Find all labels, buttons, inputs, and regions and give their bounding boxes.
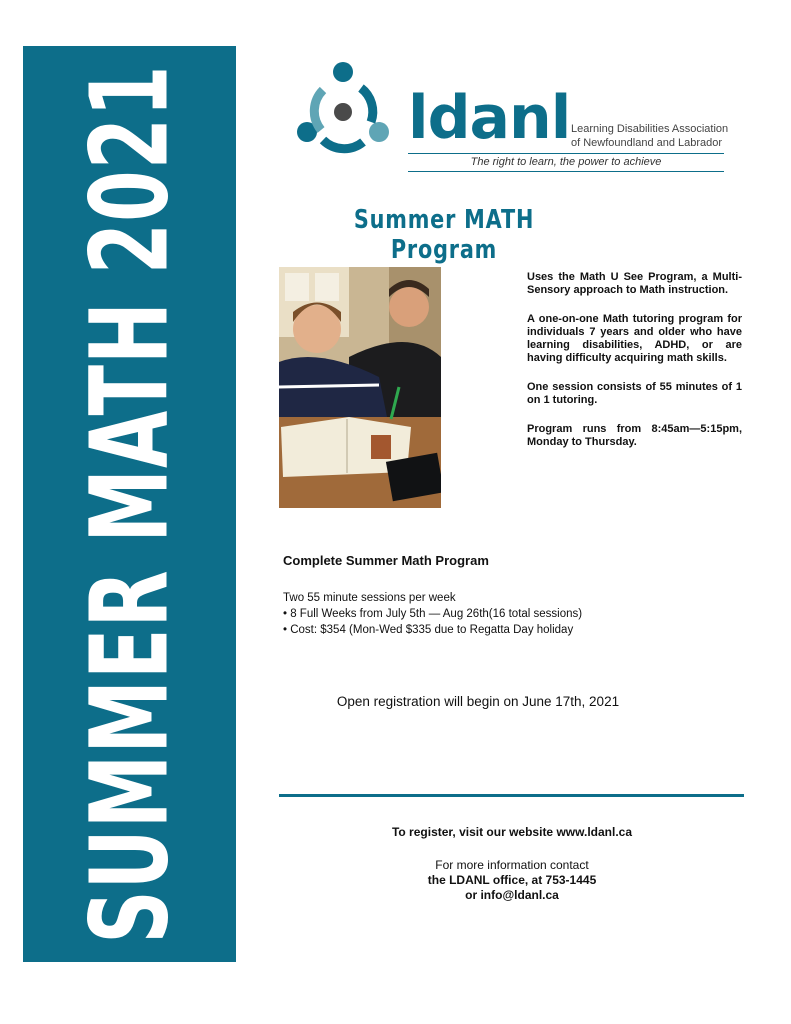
register-line: To register, visit our website www.ldanl.ca xyxy=(391,825,633,839)
detail-line: • 8 Full Weeks from July 5th — Aug 26th(16 total sessions) xyxy=(283,608,583,620)
sidebar-banner xyxy=(23,46,236,962)
description-paragraph-1: Uses the Math U See Program, a Multi-Sensory approach to Math instruction. xyxy=(527,271,742,296)
description-paragraph-3: One session consists of 55 minutes of 1 on 1 tutoring. xyxy=(527,381,742,406)
sidebar-title: SUMMER MATH 2021 xyxy=(67,64,192,944)
logo-rule-top xyxy=(408,153,724,154)
complete-program-details xyxy=(283,590,582,638)
description-paragraph-4: Program runs from 8:45am—5:15pm, Monday to Thursday. xyxy=(527,423,742,448)
registration-notice: Open registration will begin on June 17th, 2021 xyxy=(336,694,620,709)
logo-tagline: The right to learn, the power to achieve xyxy=(470,156,662,168)
tutoring-photo-illustration xyxy=(279,267,441,508)
description-paragraph-2: A one-on-one Math tutoring program for individuals 7 years and older who have learning disabilities, ADHD, or are having difficulty acquiring math skills. xyxy=(527,313,742,364)
ldanl-logo xyxy=(293,60,733,178)
detail-line: Two 55 minute sessions per week xyxy=(283,592,456,604)
info-intro: For more information contact xyxy=(435,858,589,872)
section-divider xyxy=(279,794,744,797)
office-phone: the LDANL office, at 753-1445 xyxy=(427,873,597,887)
contact-block xyxy=(280,825,744,903)
tutoring-photo xyxy=(279,267,441,508)
logo-wordmark: ldanl xyxy=(408,83,571,153)
contact-email: or info@ldanl.ca xyxy=(465,888,559,902)
ldanl-logo-icon xyxy=(293,60,393,160)
detail-line: • Cost: $354 (Mon-Wed $335 due to Regatta Day holiday xyxy=(283,624,574,636)
complete-program-heading: Complete Summer Math Program xyxy=(283,553,489,568)
page-title: Summer MATH Program xyxy=(353,205,535,265)
program-description xyxy=(527,271,742,465)
logo-rule-bottom xyxy=(408,171,724,172)
logo-org-name: Learning Disabilities Association of Newfoundland and Labrador xyxy=(571,123,729,149)
